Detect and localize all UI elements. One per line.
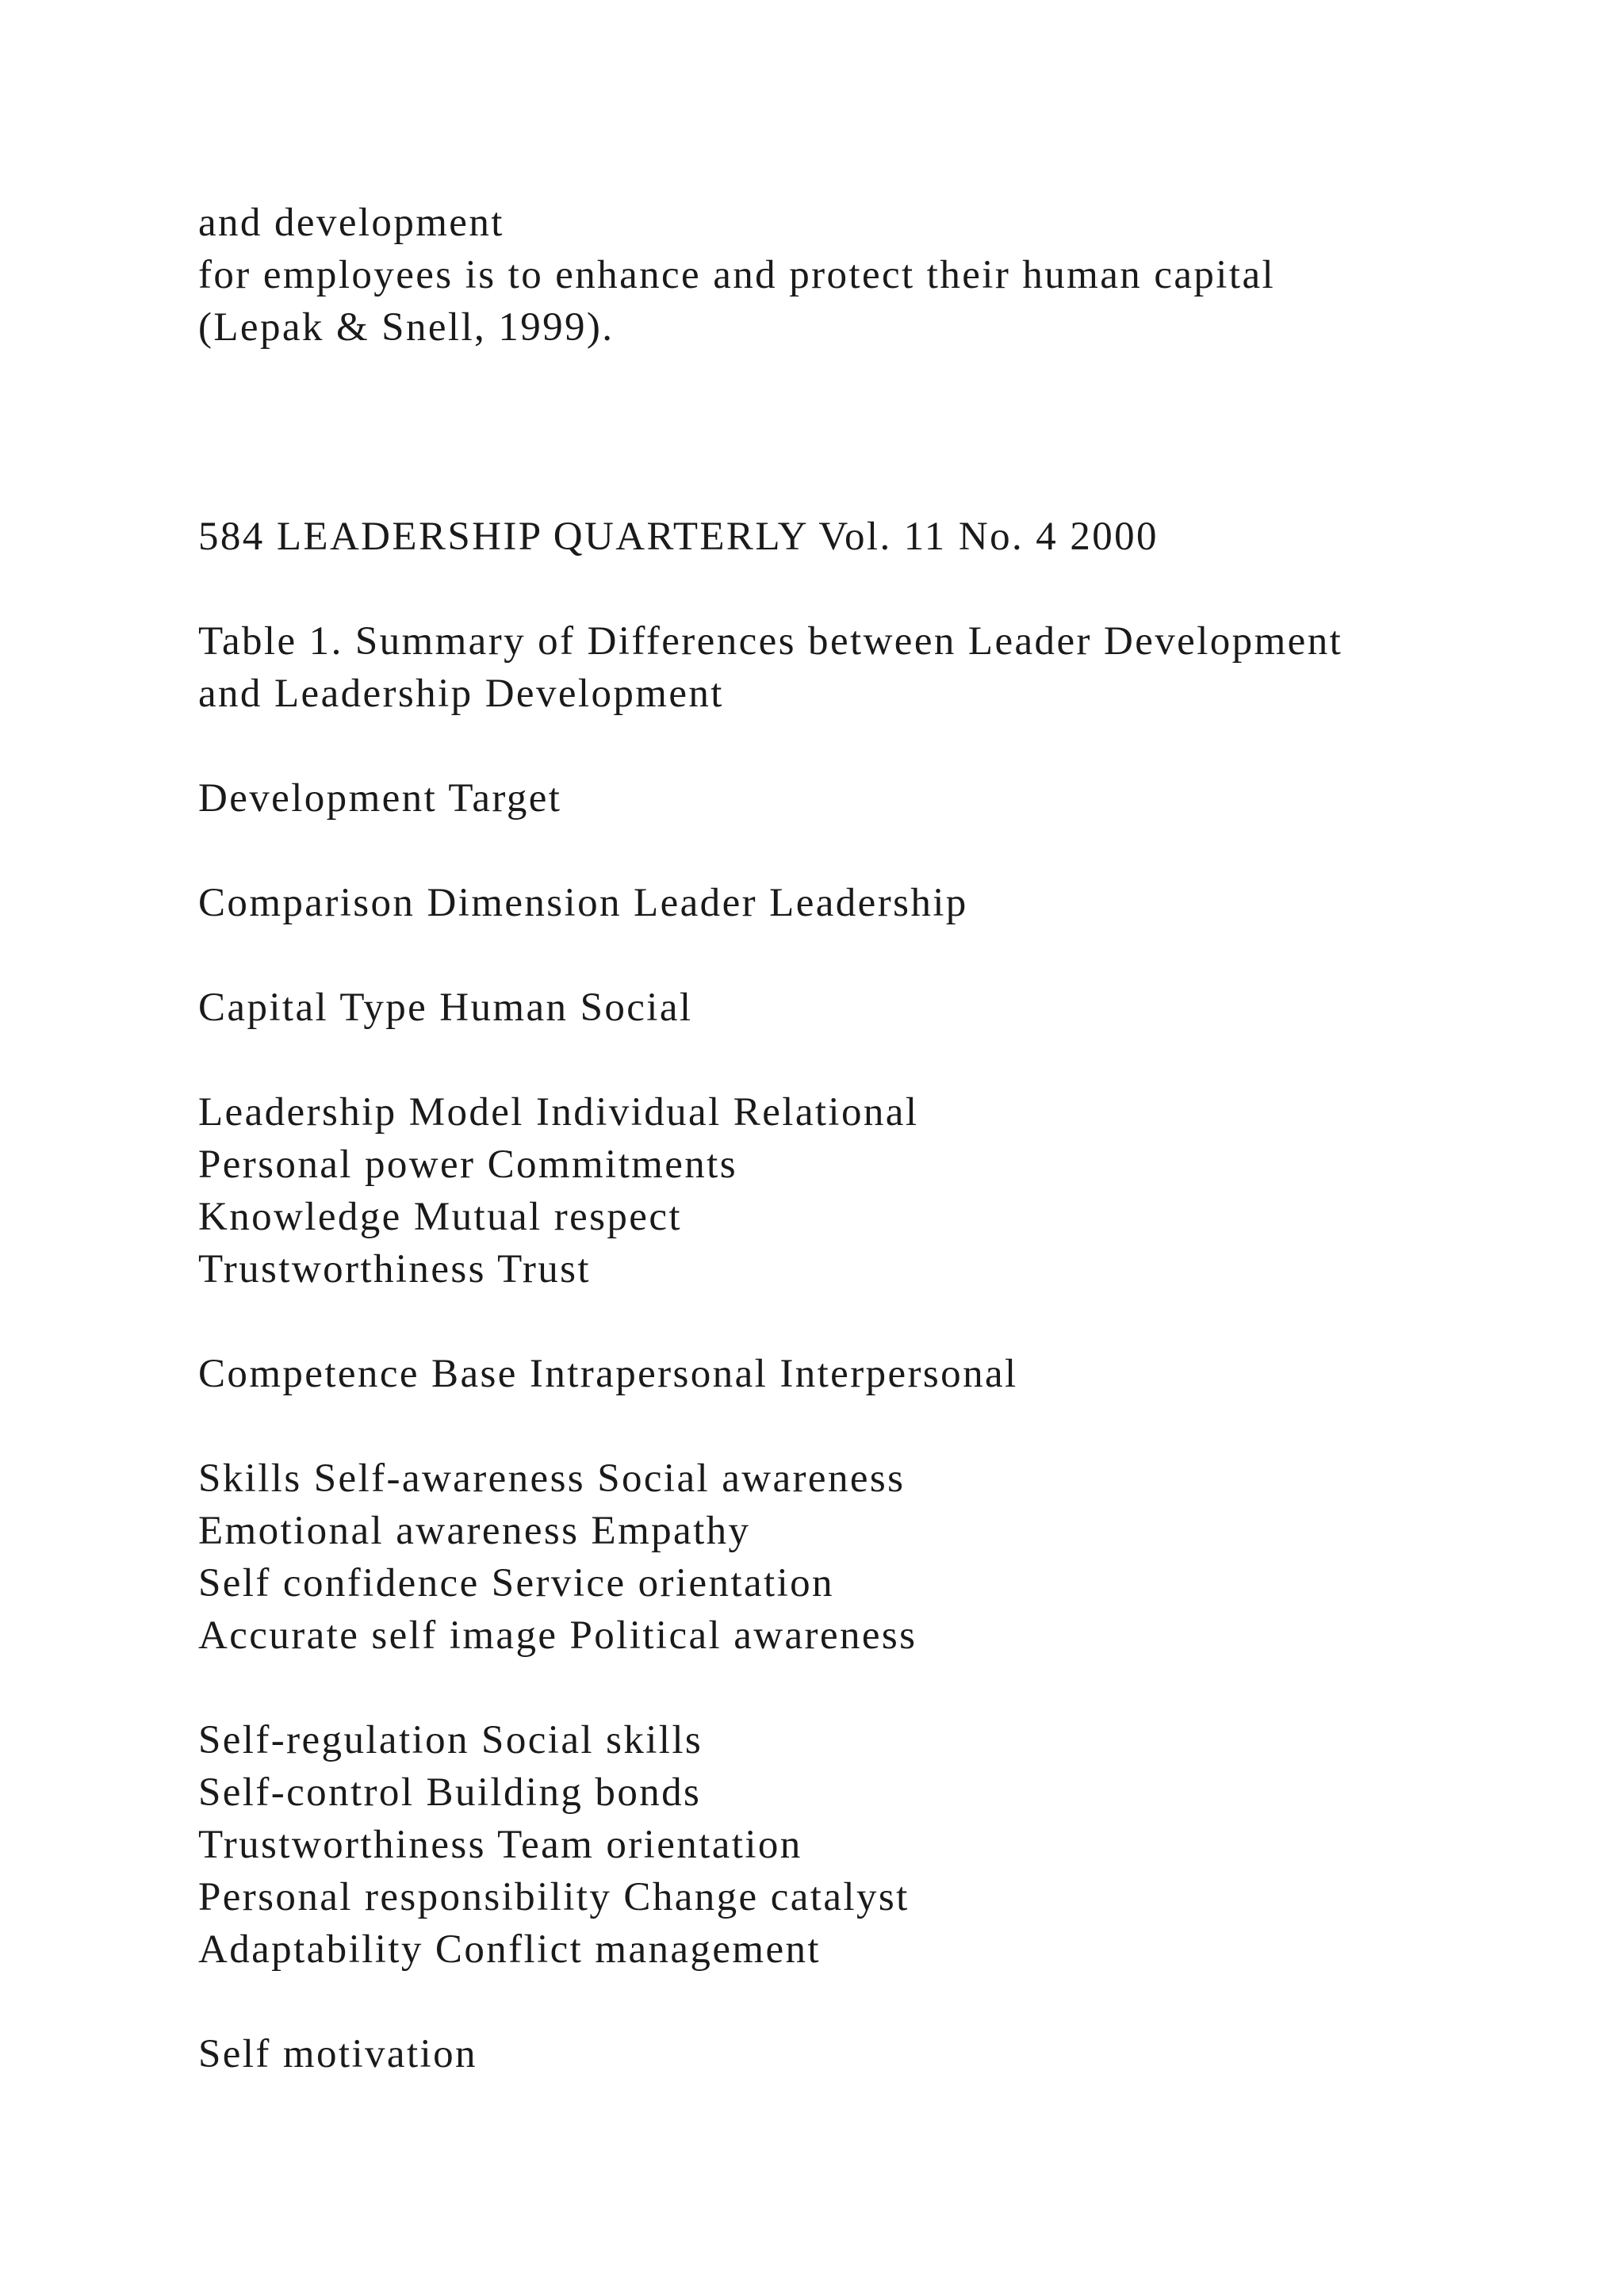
table-row-skills: Emotional awareness Empathy [198, 1509, 751, 1553]
table-row-leadership-model: Personal power Commitments [198, 1142, 738, 1187]
spacer [198, 563, 1546, 615]
spacer [198, 1400, 1546, 1452]
table-row-leadership-model: Knowledge Mutual respect [198, 1195, 682, 1239]
table-row-skills: Accurate self image Political awareness [198, 1613, 917, 1658]
table-row-competence-base: Competence Base Intrapersonal Interpersonal [198, 1352, 1018, 1396]
intro-line-1: and development [198, 201, 504, 245]
table-row-skills: Skills Self-awareness Social awareness [198, 1456, 906, 1501]
table-group-header: Development Target [198, 776, 562, 821]
table-row-skills: Self-regulation Social skills [198, 1718, 703, 1762]
table-row-leadership-model: Trustworthiness Trust [198, 1247, 591, 1292]
spacer [198, 458, 1546, 511]
table-row-leadership-model: Leadership Model Individual Relational [198, 1090, 919, 1135]
table-column-header: Comparison Dimension Leader Leadership [198, 881, 968, 925]
spacer [198, 1034, 1546, 1086]
spacer [198, 406, 1546, 458]
document-text [198, 197, 1546, 2080]
table-row-skills: Adaptability Conflict management [198, 1927, 821, 1972]
intro-line-2: for employees is to enhance and protect their human capital [198, 253, 1276, 297]
table-caption-line-1: Table 1. Summary of Differences between Leader Development [198, 619, 1343, 664]
table-row-skills: Self-control Building bonds [198, 1770, 702, 1815]
spacer [198, 1976, 1546, 2028]
spacer [198, 929, 1546, 982]
table-row-skills: Self confidence Service orientation [198, 1561, 834, 1605]
table-row-skills: Personal responsibility Change catalyst [198, 1875, 910, 1919]
table-row-capital-type: Capital Type Human Social [198, 985, 693, 1030]
spacer [198, 354, 1546, 406]
intro-line-3: (Lepak & Snell, 1999). [198, 305, 615, 350]
table-caption-line-2: and Leadership Development [198, 672, 724, 716]
spacer [198, 825, 1546, 877]
table-row-skills: Trustworthiness Team orientation [198, 1823, 802, 1867]
table-row-skills: Self motivation [198, 2032, 477, 2076]
spacer [198, 720, 1546, 772]
spacer [198, 1295, 1546, 1348]
spacer [198, 1662, 1546, 1714]
running-header: 584 LEADERSHIP QUARTERLY Vol. 11 No. 4 2000 [198, 515, 1159, 559]
